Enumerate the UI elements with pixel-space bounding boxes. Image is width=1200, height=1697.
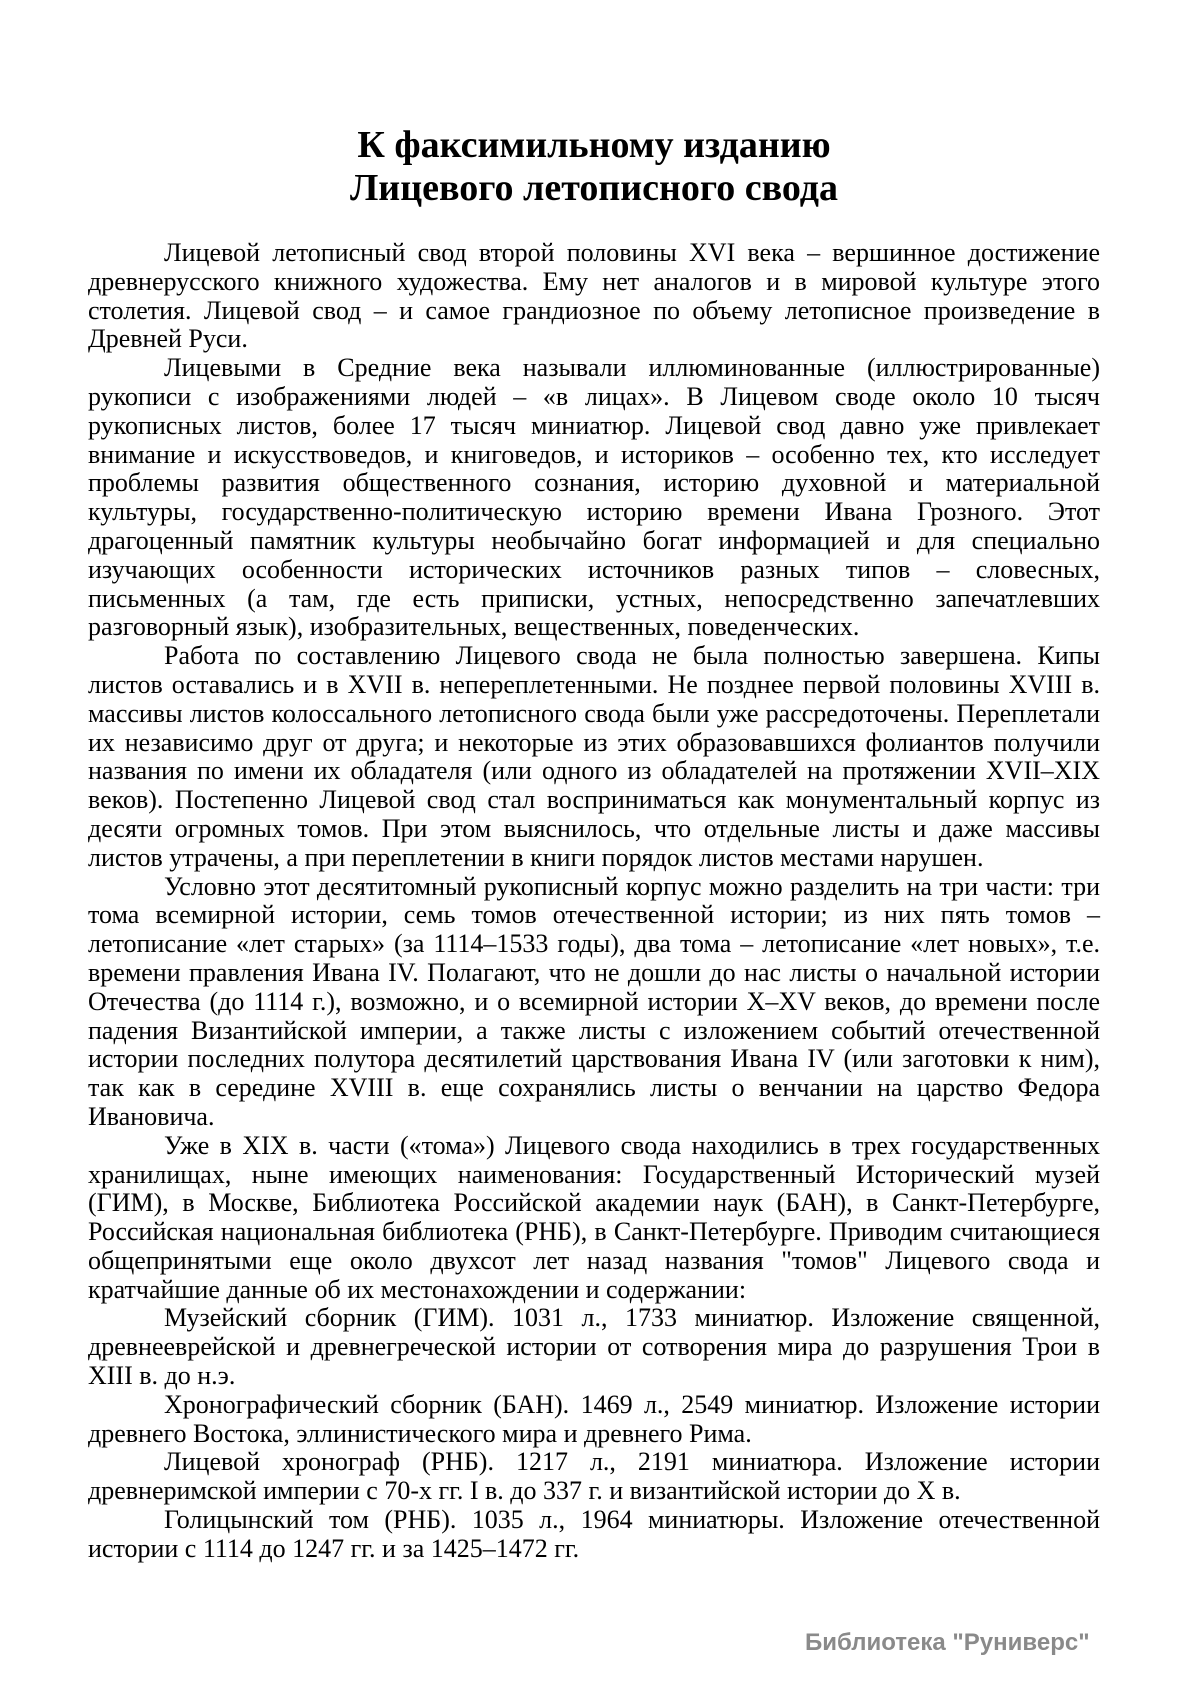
- paragraph-muzeysky-sbornik: Музейский сборник (ГИМ). 1031 л., 1733 миниатюр. Изложение священной, древнееврейской и древнегреческой истории от сотворения мира до разрушения Трои в XIII в. до н.э.: [88, 1303, 1100, 1391]
- page-title-line-1: К факсимильному изданию: [357, 124, 831, 166]
- page-title-line-2: Лицевого летописного свода: [349, 167, 838, 209]
- paragraph-litsevoy-khronograf: Лицевой хронограф (РНБ). 1217 л., 2191 миниатюра. Изложение истории древнеримской империи с 70-х гг. I в. до 337 г. и византийской истории до X в.: [88, 1447, 1100, 1506]
- paragraph-three-parts: Условно этот десятитомный рукописный корпус можно разделить на три части: три тома всемирной истории, семь томов отечественной истории; из них пять томов – летописание «лет старых» (за 1114–1533 годы), два тома – летописание «лет новых», т.е. времени правления Ивана IV. Полагают, что не дошли до нас листы о начальной истории Отечества (до 1114 г.), возможно, и о всемирной истории X–XV веков, до времени после падения Византийской империи, а также листы с изложением событий отечественной истории последних полутора десятилетий царствования Ивана IV (или заготовки к ним), так как в середине XVIII в. еще сохранялись листы о венчании на царство Федора Ивановича.: [88, 871, 1100, 1131]
- document-body: [88, 239, 1100, 1564]
- library-watermark: Библиотека "Руниверс": [805, 1629, 1090, 1656]
- paragraph-intro: Лицевой летописный свод второй половины XVI века – вершинное достижение древнерусского книжного художества. Ему нет аналогов и в мировой культуре этого столетия. Лицевой свод – и самое грандиозное по объему летописное произведение в Древней Руси.: [88, 238, 1100, 354]
- paragraph-litsevye-definition: Лицевыми в Средние века называли иллюминованные (иллюстрированные) рукописи с изображениями людей – «в лицах». В Лицевом своде около 10 тысяч рукописных листов, более 17 тысяч миниатюр. Лицевой свод давно уже привлекает внимание и искусствоведов, и книговедов, и историков – особенно тех, кто исследует проблемы развития общественного сознания, историю духовной и материальной культуры, государственно-политическую историю времени Ивана Грозного. Этот драгоценный памятник культуры необычайно богат информацией и для специально изучающих особенности исторических источников разных типов – словесных, письменных (а там, где есть приписки, устных, непосредственно запечатлевших разговорный язык), изобразительных, вещественных, поведенческих.: [88, 353, 1100, 642]
- paragraph-repositories: Уже в XIX в. части («тома») Лицевого свода находились в трех государственных хранилищах, ныне имеющих наименования: Государственный Исторический музей (ГИМ), в Москве, Библиотека Российской академии наук (БАН), в Санкт-Петербурге, Российская национальная библиотека (РНБ), в Санкт-Петербурге. Приводим считающиеся общепринятыми еще около двухсот лет назад названия "томов" Лицевого свода и кратчайшие данные об их местонахождении и содержании:: [88, 1130, 1100, 1304]
- paragraph-khronografichesky-sbornik: Хронографический сборник (БАН). 1469 л., 2549 миниатюр. Изложение истории древнего Востока, эллинистического мира и древнего Рима.: [88, 1389, 1100, 1448]
- paragraph-golitsynsky-tom: Голицынский том (РНБ). 1035 л., 1964 миниатюры. Изложение отечественной истории с 1114 до 1247 гг. и за 1425–1472 гг.: [88, 1505, 1100, 1563]
- page-title: [88, 124, 1100, 210]
- paragraph-compilation-history: Работа по составлению Лицевого свода не была полностью завершена. Кипы листов оставались и в XVII в. непереплетенными. Не позднее первой половины XVIII в. массивы листов колоссального летописного свода были уже рассредоточены. Переплетали их независимо друг от друга; и некоторые из этих образовавшихся фолиантов получили названия по имени их обладателя (или одного из обладателей на протяжении XVII–XIX веков). Постепенно Лицевой свод стал восприниматься как монументальный корпус из десяти огромных томов. При этом выяснилось, что отдельные листы и даже массивы листов утрачены, а при переплетении в книги порядок листов местами нарушен.: [88, 641, 1100, 872]
